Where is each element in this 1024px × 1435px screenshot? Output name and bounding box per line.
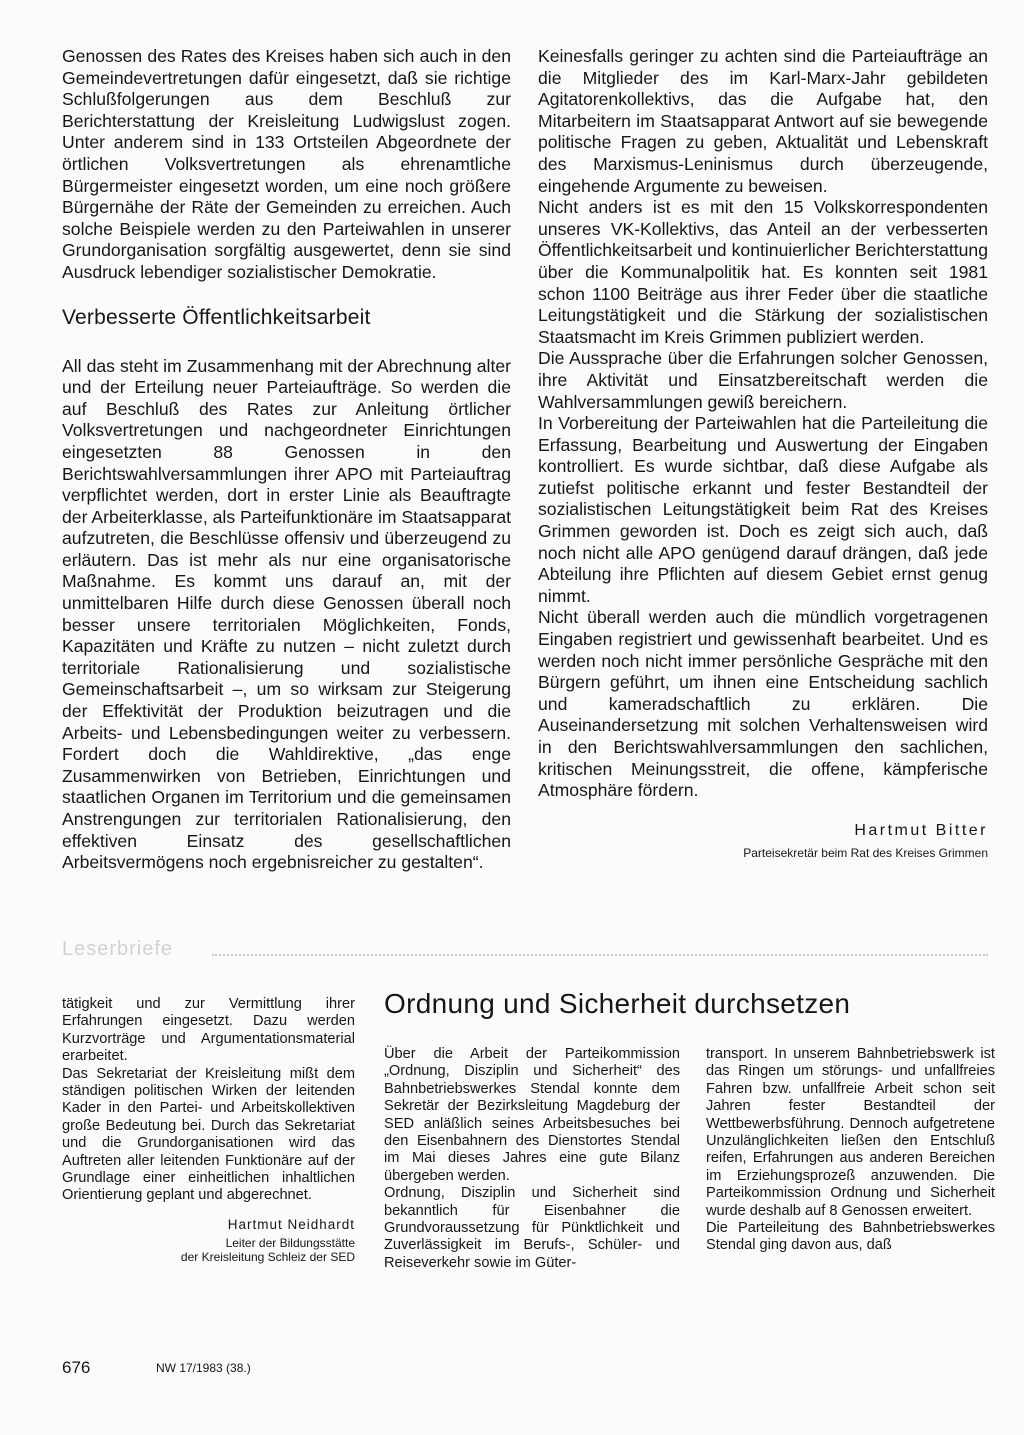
column-lower-mid	[384, 1046, 680, 1272]
column-upper-left	[62, 46, 511, 874]
paragraph: Das Sekretariat der Kreisleitung mißt dem ständigen politischen Wirken der leitenden Kader in den Partei- und Arbeitskollektiven große Bedeutung bei. Durch das Sekretariat und die Grundorganisationen wird das Auftreten aller leitenden Funktionäre auf der Grundlage einer einheitlichen inhaltlichen Orientierung geplant und abgerechnet.	[62, 1065, 355, 1204]
paragraph: Nicht überall werden auch die mündlich vorgetragenen Eingaben registriert und gewissenhaft bearbeitet. Und es werden noch nicht immer persönliche Gespräche mit den Bürgern geführt, um ihnen eine Entscheidung sachlich und kameradschaftlich zu erklären. Die Auseinandersetzung mit solchen Verhaltensweisen wird in den Berichtswahlversammlungen den sachlichen, kritischen Meinungsstreit, die offene, kämpferische Atmosphäre fördern.	[538, 607, 988, 801]
author-name: Hartmut Bitter	[854, 821, 988, 839]
author-role-line: Leiter der Bildungsstätte	[225, 1235, 355, 1250]
paragraph: Keinesfalls geringer zu achten sind die Parteiaufträge an die Mitglieder des im Karl-Marx-Jahr gebildeten Agitatorenkollektivs, das die Aufgabe hat, den Mitarbeitern im Staatsapparat Antwort auf sie bewegende politische Fragen zu geben, Aktualität und Lebenskraft des Marxismus-Leninismus durch überzeugende, eingehende Argumente zu beweisen.	[538, 46, 988, 196]
paragraph: All das steht im Zusammenhang mit der Abrechnung alter und der Erteilung neuer Parteiaufträge. So werden die auf Beschluß des Rates zur Anleitung örtlicher Volksvertretungen und nachgeordneter Einrichtungen eingesetzten 88 Genossen in den Berichtswahlversammlungen ihrer APO mit Parteiauftrag verpflichtet werden, dort in erster Linie als Beauftragte der Arbeiterklasse, als Parteifunktionäre im Staatsapparat aufzutreten, die Beschlüsse offensiv und überzeugend zu erläutern. Das ist mehr als nur eine organisatorische Maßnahme. Es kommt uns darauf an, mit der unmittelbaren Hilfe durch diese Genossen überall noch besser unsere territorialen Möglichkeiten, Fonds, Kapazitäten und Kräfte zu nutzen – nicht zuletzt durch territoriale Rationalisierung und sozialistische Gemeinschaftsarbeit –, um so wirksam zur Steigerung der Effektivität der Produktion beizutragen und die Arbeits- und Lebensbedingungen weiter zu verbessern. Fordert doch die Wahldirektive, „das enge Zusammenwirken von Betrieben, Einrichtungen und staatlichen Organen im Territorium und die gemeinsamen Anstrengungen zur territorialen Rationalisierung, den effektiven Einsatz des gesellschaftlichen Arbeitsvermögens noch ergebnisreicher zu gestalten“.	[62, 355, 511, 873]
page-footer	[62, 1358, 562, 1380]
rubric-bar	[62, 938, 988, 964]
paragraph: transport. In unserem Bahnbetriebswerk ist das Ringen um störungs- und unfallfreies Fahren bzw. unfallfreie Arbeit schon seit Jahren fester Bestandteil der Wettbewerbsführung. Dennoch aufgetretene Unzulänglichkeiten ließen den Entschluß reifen, Erfahrungen aus anderen Bereichen im Erziehungsprozeß anzuwenden. Die Parteikommission Ordnung und Sicherheit wurde deshalb auf 8 Genossen erweitert.	[706, 1046, 995, 1219]
author-role-line: der Kreisleitung Schleiz der SED	[180, 1250, 355, 1265]
paragraph: In Vorbereitung der Parteiwahlen hat die Parteileitung die Erfassung, Bearbeitung und Auswertung der Eingaben kontrolliert. Es wurde sichtbar, daß diese Aufgabe als zutiefst politische erkannt und fester Bestandteil der sozialistischen Leitungstätigkeit beim Rat des Kreises Grimmen geworden ist. Doch es zeigt sich auch, daß noch nicht alle APO genügend darauf drängen, daß jede Abteilung ihre Pflichten auf diesem Gebiet ernst genug nimmt.	[538, 413, 988, 606]
section-heading: Verbesserte Öffentlichkeitsarbeit	[62, 305, 371, 329]
paragraph: Über die Arbeit der Parteikommission „Ordnung, Disziplin und Sicherheit“ des Bahnbetriebswerkes Stendal konnte dem Sekretär der Bezirksleitung Magdeburg der SED anläßlich seines Arbeitsbesuches bei den Eisenbahnern des Dienstortes Stendal im Mai dieses Jahres eine gute Bilanz übergeben werden.	[384, 1046, 680, 1184]
paragraph: Die Aussprache über die Erfahrungen solcher Genossen, ihre Aktivität und Einsatzbereitschaft werden die Wahlversammlungen gewiß bereichern.	[538, 348, 988, 412]
column-upper-right	[538, 46, 988, 861]
column-lower-left	[62, 996, 355, 1265]
issue-reference: NW 17/1983 (38.)	[156, 1361, 251, 1375]
paragraph: tätigkeit und zur Vermittlung ihrer Erfahrungen eingesetzt. Dazu werden Kurzvorträge und Argumentationsmaterial erarbeitet.	[62, 996, 355, 1065]
rubric-label: Leserbriefe	[62, 938, 174, 960]
paragraph: Genossen des Rates des Kreises haben sich auch in den Gemeindevertretungen dafür eingesetzt, daß sie richtige Schlußfolgerungen aus dem Beschluß zur Berichterstattung der Kreisleitung Ludwigslust zogen. Unter anderem sind in 133 Ortsteilen Abgeordnete der örtlichen Volksvertretungen als ehrenamtliche Bürgermeister eingesetzt worden, um eine noch größere Bürgernähe der Räte der Gemeinden zu erreichen. Auch solche Beispiele werden zu den Parteiwahlen in unserer Grundorganisation sorgfältig ausgewertet, denn sie sind Ausdruck lebendiger sozialistischer Demokratie.	[62, 46, 511, 282]
rubric-divider	[212, 954, 988, 956]
author-role	[62, 1236, 355, 1265]
column-lower-right	[706, 1046, 995, 1255]
paragraph: Ordnung, Disziplin und Sicherheit sind bekanntlich für Eisenbahner die Grundvoraussetzung für Pünktlichkeit und Zuverlässigkeit im Berufs-, Schüler- und Reiseverkehr sowie im Güter-	[384, 1185, 680, 1271]
article-heading: Ordnung und Sicherheit durchsetzen	[384, 988, 851, 1019]
page-number: 676	[62, 1358, 91, 1377]
author-signature	[538, 822, 988, 861]
author-signature	[62, 1217, 355, 1265]
paragraph: Nicht anders ist es mit den 15 Volkskorrespondenten unseres VK-Kollektivs, das Anteil an der verbesserten Öffentlichkeitsarbeit und kontinuierlicher Berichterstattung über die Kommunalpolitik hat. Es konnten seit 1981 schon 1100 Beiträge aus ihrer Feder über die staatliche Leitungstätigkeit und die Stärkung der sozialistischen Staatsmacht im Kreis Grimmen publiziert werden.	[538, 197, 988, 347]
author-name: Hartmut Neidhardt	[227, 1216, 355, 1232]
paragraph: Die Parteileitung des Bahnbetriebswerkes Stendal ging davon aus, daß	[706, 1220, 995, 1254]
author-role: Parteisekretär beim Rat des Kreises Grimmen	[743, 845, 988, 860]
